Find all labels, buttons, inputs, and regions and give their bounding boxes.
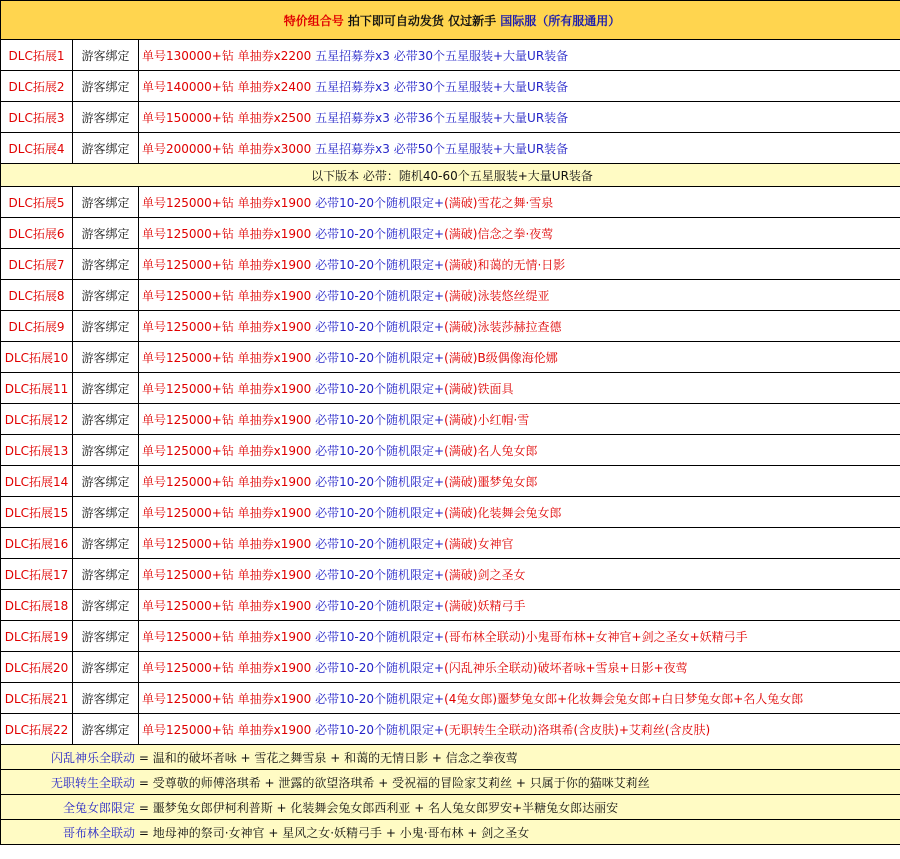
content-diamonds: 单号125000+钻 单抽券x1900: [142, 567, 312, 582]
package-content-cell: [139, 71, 900, 102]
package-content-cell: [139, 683, 900, 714]
footer-row: [1, 770, 900, 795]
bind-type-cell: 游客绑定: [73, 311, 139, 342]
content-bonus: (满破)B级偶像海伦娜: [444, 350, 558, 365]
bind-type-cell: 游客绑定: [73, 218, 139, 249]
package-name-cell: DLC拓展13: [1, 435, 73, 466]
footer-text: = 受尊敬的师傅洛琪希 + 泄露的欲望洛琪希 + 受祝福的冒险家艾莉丝 + 只属于你的猫咪艾莉丝: [138, 775, 650, 790]
bind-type-cell: 游客绑定: [73, 466, 139, 497]
content-diamonds: 单号140000+钻 单抽券x2400: [142, 79, 312, 94]
package-name-cell: DLC拓展16: [1, 528, 73, 559]
content-extras: 五星招募券x3 必带: [315, 79, 418, 94]
package-name-cell: DLC拓展9: [1, 311, 73, 342]
package-name-cell: DLC拓展20: [1, 652, 73, 683]
content-bonus: (4兔女郎)噩梦兔女郎+化妆舞会兔女郎+白日梦兔女郎+名人兔女郎: [444, 691, 804, 706]
content-bonus: (满破)泳装莎赫拉查德: [444, 319, 562, 334]
content-diamonds: 单号150000+钻 单抽券x2500: [142, 110, 312, 125]
bind-type-cell: 游客绑定: [73, 714, 139, 745]
content-diamonds: 单号125000+钻 单抽券x1900: [142, 350, 312, 365]
content-diamonds: 单号125000+钻 单抽券x1900: [142, 536, 312, 551]
footer-label: 闪乱神乐全联动: [50, 750, 135, 765]
bind-type-cell: 游客绑定: [73, 187, 139, 218]
table-row: [1, 218, 900, 249]
bind-type-cell: 游客绑定: [73, 497, 139, 528]
content-extras: 五星招募券x3 必带: [315, 110, 418, 125]
content-diamonds: 单号125000+钻 单抽券x1900: [142, 691, 312, 706]
content-diamonds: 单号125000+钻 单抽券x1900: [142, 598, 312, 613]
table-row: [1, 249, 900, 280]
content-extras: 必带10-20个随机限定+: [315, 381, 445, 396]
content-bonus: (满破)泳装悠丝缇亚: [444, 288, 550, 303]
bind-type-cell: 游客绑定: [73, 373, 139, 404]
bind-type-cell: 游客绑定: [73, 102, 139, 133]
package-name-cell: DLC拓展22: [1, 714, 73, 745]
footer-text: = 噩梦兔女郎伊柯利普斯 + 化装舞会兔女郎西利亚 + 名人兔女郎罗安+半糖兔女郎达丽安: [138, 800, 619, 815]
content-diamonds: 单号125000+钻 单抽券x1900: [142, 629, 312, 644]
footer-row: [1, 820, 900, 845]
content-extras: 必带10-20个随机限定+: [315, 660, 445, 675]
table-row: [1, 373, 900, 404]
content-extras: 五星招募券x3 必带: [315, 141, 418, 156]
package-name-cell: DLC拓展21: [1, 683, 73, 714]
table-row: [1, 714, 900, 745]
package-name-cell: DLC拓展17: [1, 559, 73, 590]
package-name-cell: DLC拓展7: [1, 249, 73, 280]
content-diamonds: 单号125000+钻 单抽券x1900: [142, 288, 312, 303]
content-diamonds: 单号125000+钻 单抽券x1900: [142, 474, 312, 489]
package-name-cell: DLC拓展1: [1, 40, 73, 71]
package-name-cell: DLC拓展5: [1, 187, 73, 218]
content-extras: 必带10-20个随机限定+: [315, 319, 445, 334]
package-content-cell: [139, 133, 900, 164]
bind-type-cell: 游客绑定: [73, 404, 139, 435]
bind-type-cell: 游客绑定: [73, 621, 139, 652]
table-row: [1, 435, 900, 466]
bind-type-cell: 游客绑定: [73, 683, 139, 714]
content-diamonds: 单号125000+钻 单抽券x1900: [142, 660, 312, 675]
bind-type-cell: 游客绑定: [73, 133, 139, 164]
content-extras: 必带10-20个随机限定+: [315, 691, 445, 706]
footer-cell: [1, 795, 900, 820]
bind-type-cell: 游客绑定: [73, 590, 139, 621]
content-extras: 必带10-20个随机限定+: [315, 195, 445, 210]
table-row: [1, 559, 900, 590]
content-extras: 必带10-20个随机限定+: [315, 474, 445, 489]
content-extras: 必带10-20个随机限定+: [315, 257, 445, 272]
content-diamonds: 单号125000+钻 单抽券x1900: [142, 412, 312, 427]
content-extras: 必带10-20个随机限定+: [315, 567, 445, 582]
package-content-cell: [139, 249, 900, 280]
package-name-cell: DLC拓展3: [1, 102, 73, 133]
content-bonus: 30个五星服装+大量UR装备: [417, 48, 569, 63]
package-content-cell: [139, 311, 900, 342]
footer-label: 哥布林全联动: [62, 825, 135, 840]
table-row: [1, 133, 900, 164]
bind-type-cell: 游客绑定: [73, 559, 139, 590]
bind-type-cell: 游客绑定: [73, 249, 139, 280]
content-diamonds: 单号125000+钻 单抽券x1900: [142, 319, 312, 334]
content-extras: 必带10-20个随机限定+: [315, 226, 445, 241]
footer-label: 无职转生全联动: [50, 775, 135, 790]
content-bonus: (满破)妖精弓手: [444, 598, 526, 613]
content-extras: 必带10-20个随机限定+: [315, 443, 445, 458]
content-diamonds: 单号125000+钻 单抽券x1900: [142, 226, 312, 241]
content-diamonds: 单号125000+钻 单抽券x1900: [142, 443, 312, 458]
content-diamonds: 单号125000+钻 单抽券x1900: [142, 722, 312, 737]
content-diamonds: 单号125000+钻 单抽券x1900: [142, 257, 312, 272]
bind-type-cell: 游客绑定: [73, 435, 139, 466]
table-row: [1, 102, 900, 133]
package-name-cell: DLC拓展18: [1, 590, 73, 621]
table-row: [1, 404, 900, 435]
table-row: [1, 40, 900, 71]
content-diamonds: 单号125000+钻 单抽券x1900: [142, 505, 312, 520]
table-row: [1, 528, 900, 559]
table-row: [1, 683, 900, 714]
title-part1: 特价组合号: [283, 13, 344, 28]
bind-type-cell: 游客绑定: [73, 71, 139, 102]
content-bonus: (满破)化装舞会兔女郎: [444, 505, 562, 520]
content-bonus: (满破)名人兔女郎: [444, 443, 538, 458]
content-bonus: 50个五星服装+大量UR装备: [417, 141, 569, 156]
title-row: [1, 1, 900, 40]
table-row: [1, 466, 900, 497]
table-row: [1, 187, 900, 218]
package-content-cell: [139, 342, 900, 373]
content-bonus: (哥布林全联动)小鬼哥布林+女神官+剑之圣女+妖精弓手: [444, 629, 748, 644]
footer-cell: [1, 745, 900, 770]
content-diamonds: 单号200000+钻 单抽券x3000: [142, 141, 312, 156]
package-content-cell: [139, 218, 900, 249]
package-content-cell: [139, 621, 900, 652]
package-content-cell: [139, 404, 900, 435]
bind-type-cell: 游客绑定: [73, 40, 139, 71]
package-content-cell: [139, 373, 900, 404]
table-row: [1, 497, 900, 528]
bind-type-cell: 游客绑定: [73, 528, 139, 559]
footer-text: = 地母神的祭司·女神官 + 星风之女·妖精弓手 + 小鬼·哥布林 + 剑之圣女: [138, 825, 530, 840]
content-extras: 必带10-20个随机限定+: [315, 722, 445, 737]
content-bonus: (满破)信念之拳·夜莺: [444, 226, 554, 241]
footer-label: 全兔女郎限定: [62, 800, 135, 815]
title-part3: 国际服（所有服通用）: [500, 13, 621, 28]
table-row: [1, 311, 900, 342]
package-content-cell: [139, 280, 900, 311]
bind-type-cell: 游客绑定: [73, 342, 139, 373]
note-cell: 以下版本 必带：随机40-60个五星服装+大量UR装备: [1, 164, 900, 187]
package-name-cell: DLC拓展6: [1, 218, 73, 249]
package-content-cell: [139, 435, 900, 466]
package-content-cell: [139, 652, 900, 683]
package-content-cell: [139, 590, 900, 621]
content-bonus: (满破)剑之圣女: [444, 567, 526, 582]
package-content-cell: [139, 528, 900, 559]
package-name-cell: DLC拓展8: [1, 280, 73, 311]
package-content-cell: [139, 497, 900, 528]
content-diamonds: 单号125000+钻 单抽券x1900: [142, 381, 312, 396]
content-extras: 必带10-20个随机限定+: [315, 412, 445, 427]
content-bonus: (无职转生全联动)洛琪希(含皮肤)+艾莉丝(含皮肤): [444, 722, 711, 737]
table-row: [1, 652, 900, 683]
bind-type-cell: 游客绑定: [73, 280, 139, 311]
content-bonus: (满破)和蔼的无情·日影: [444, 257, 566, 272]
bind-type-cell: 游客绑定: [73, 652, 139, 683]
package-content-cell: [139, 102, 900, 133]
content-extras: 必带10-20个随机限定+: [315, 350, 445, 365]
package-content-cell: [139, 466, 900, 497]
content-bonus: (满破)铁面具: [444, 381, 514, 396]
package-name-cell: DLC拓展2: [1, 71, 73, 102]
table-row: [1, 590, 900, 621]
content-extras: 必带10-20个随机限定+: [315, 505, 445, 520]
content-diamonds: 单号130000+钻 单抽券x2200: [142, 48, 312, 63]
title-cell: [1, 1, 900, 40]
package-content-cell: [139, 714, 900, 745]
footer-text: = 温和的破坏者咏 + 雪花之舞雪泉 + 和蔼的无情日影 + 信念之拳夜莺: [138, 750, 518, 765]
footer-row: [1, 795, 900, 820]
package-name-cell: DLC拓展19: [1, 621, 73, 652]
content-extras: 必带10-20个随机限定+: [315, 536, 445, 551]
content-extras: 必带10-20个随机限定+: [315, 598, 445, 613]
content-bonus: 30个五星服装+大量UR装备: [417, 79, 569, 94]
package-name-cell: DLC拓展14: [1, 466, 73, 497]
content-extras: 必带10-20个随机限定+: [315, 288, 445, 303]
table-row: [1, 621, 900, 652]
content-bonus: (满破)小红帽·雪: [444, 412, 530, 427]
footer-row: [1, 745, 900, 770]
content-extras: 五星招募券x3 必带: [315, 48, 418, 63]
content-bonus: (满破)噩梦兔女郎: [444, 474, 538, 489]
package-content-cell: [139, 559, 900, 590]
package-name-cell: DLC拓展11: [1, 373, 73, 404]
package-content-cell: [139, 187, 900, 218]
package-content-cell: [139, 40, 900, 71]
content-bonus: 36个五星服装+大量UR装备: [417, 110, 569, 125]
content-bonus: (满破)女神官: [444, 536, 514, 551]
package-name-cell: DLC拓展12: [1, 404, 73, 435]
content-bonus: (满破)雪花之舞·雪泉: [444, 195, 554, 210]
content-extras: 必带10-20个随机限定+: [315, 629, 445, 644]
package-name-cell: DLC拓展4: [1, 133, 73, 164]
table-row: [1, 280, 900, 311]
title-part2: 拍下即可自动发货 仅过新手: [347, 13, 497, 28]
note-row: [1, 164, 900, 187]
package-name-cell: DLC拓展15: [1, 497, 73, 528]
footer-cell: [1, 770, 900, 795]
footer-cell: [1, 820, 900, 845]
package-name-cell: DLC拓展10: [1, 342, 73, 373]
table-row: [1, 71, 900, 102]
content-diamonds: 单号125000+钻 单抽券x1900: [142, 195, 312, 210]
content-bonus: (闪乱神乐全联动)破坏者咏+雪泉+日影+夜莺: [444, 660, 688, 675]
table-row: [1, 342, 900, 373]
